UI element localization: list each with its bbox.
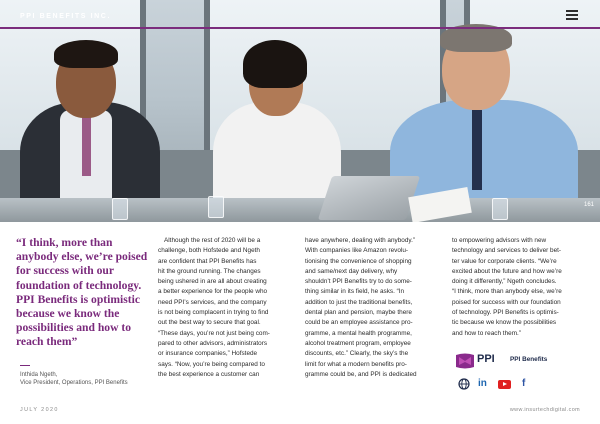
body-line: challenge, both Hofstede and Ngeth: [158, 247, 260, 255]
water-glass: [208, 196, 224, 218]
body-line: and same/next day delivery, why: [305, 267, 398, 275]
body-line: thing similar in its field, he asks. “In: [305, 288, 405, 296]
window-frame: [204, 0, 210, 150]
body-line: Although the rest of 2020 will be a: [164, 237, 261, 244]
body-column-3: [452, 236, 582, 339]
body-line: a better experience for the people who: [158, 288, 268, 296]
body-line: to empowering advisors with new: [452, 237, 547, 244]
water-glass: [112, 198, 128, 220]
pull-quote: “I think, more than anybody else, we’re poised for success with our foundation of technology. PPI Benefits is optimistic because we know the possibilities and how to reach them”: [16, 236, 148, 349]
body-line: or insurance companies,” Hofstede: [158, 350, 258, 358]
footer-url[interactable]: www.insurtechdigital.com: [509, 407, 580, 413]
body-line: are confident that PPI Benefits has: [158, 257, 257, 265]
body-line: alcohol treatment program, employee: [305, 339, 411, 347]
quote-divider: [20, 365, 30, 366]
facebook-icon[interactable]: f: [522, 378, 526, 389]
body-line: poised for success with our foundation: [452, 298, 561, 306]
body-line: discounts, etc.” Clearly, the sky’s the: [305, 350, 409, 358]
body-line: shouldn’t PPI Benefits try to do some-: [305, 278, 412, 286]
body-line: could be an employee assistance pro-: [305, 319, 413, 327]
body-line: gramme could be, and PPI is dedicated: [305, 370, 417, 378]
quote-attribution-title: Vice President, Operations, PPI Benefits: [20, 380, 128, 386]
body-line: pared to other advisors, administrators: [158, 339, 268, 347]
meeting-table: [0, 198, 600, 222]
quote-attribution-name: Inthida Ngeth,: [20, 372, 58, 378]
body-line: “These days, you’re not just being com-: [158, 329, 270, 337]
ppi-logo-icon: [456, 353, 474, 369]
body-line: limit for what a modern benefits pro-: [305, 360, 407, 368]
body-column-2: [305, 236, 435, 380]
body-column-1: [158, 236, 288, 380]
body-line: need PPI’s services, and the company: [158, 298, 267, 306]
body-line: hit the ground running. The changes: [158, 267, 261, 275]
logo-ppi-text: PPI: [477, 353, 495, 365]
body-line: “I think, more than anybody else, we’re: [452, 288, 562, 296]
linkedin-icon[interactable]: in: [478, 378, 487, 389]
body-line: is not being complacent in trying to find: [158, 309, 269, 317]
body-line: ter value for corporate clients. “We’re: [452, 257, 557, 265]
body-line: being ushered in are all about creating: [158, 278, 267, 286]
body-line: excited about the future and how we’re: [452, 267, 562, 275]
body-line: the best experience a customer can: [158, 370, 260, 378]
body-line: gramme, a mental health programme,: [305, 329, 412, 337]
body-line: have anywhere, dealing with anybody.”: [305, 237, 416, 244]
body-line: dental plan and pension, maybe there: [305, 309, 412, 317]
hamburger-menu-icon[interactable]: [566, 10, 578, 20]
body-line: technology and services to deliver bet-: [452, 247, 562, 255]
globe-icon[interactable]: [458, 378, 470, 390]
body-line: out the best way to secure that goal.: [158, 319, 261, 327]
body-line: tic because we know the possibilities: [452, 319, 557, 327]
body-line: and how to reach them.”: [452, 329, 521, 337]
body-line: says. “Now, you’re being compared to: [158, 360, 265, 368]
water-glass: [492, 198, 508, 220]
ppi-benefits-logo[interactable]: [456, 352, 586, 372]
page-number: 161: [583, 202, 594, 208]
body-line: of technology. PPI Benefits is optimis-: [452, 309, 559, 317]
footer-date: JULY 2020: [20, 407, 59, 413]
brand-rule: [0, 27, 600, 29]
body-line: doing it differently,” Ngeth concludes.: [452, 278, 557, 286]
body-line: With companies like Amazon revolu-: [305, 247, 409, 255]
body-line: tionising the convenience of shopping: [305, 257, 412, 265]
logo-company-name: PPI Benefits: [510, 356, 548, 363]
laptop: [318, 176, 420, 220]
youtube-icon[interactable]: [498, 380, 511, 389]
body-line: addition to just the traditional benefits,: [305, 298, 413, 306]
brand-title: PPI BENEFITS INC.: [20, 13, 111, 20]
